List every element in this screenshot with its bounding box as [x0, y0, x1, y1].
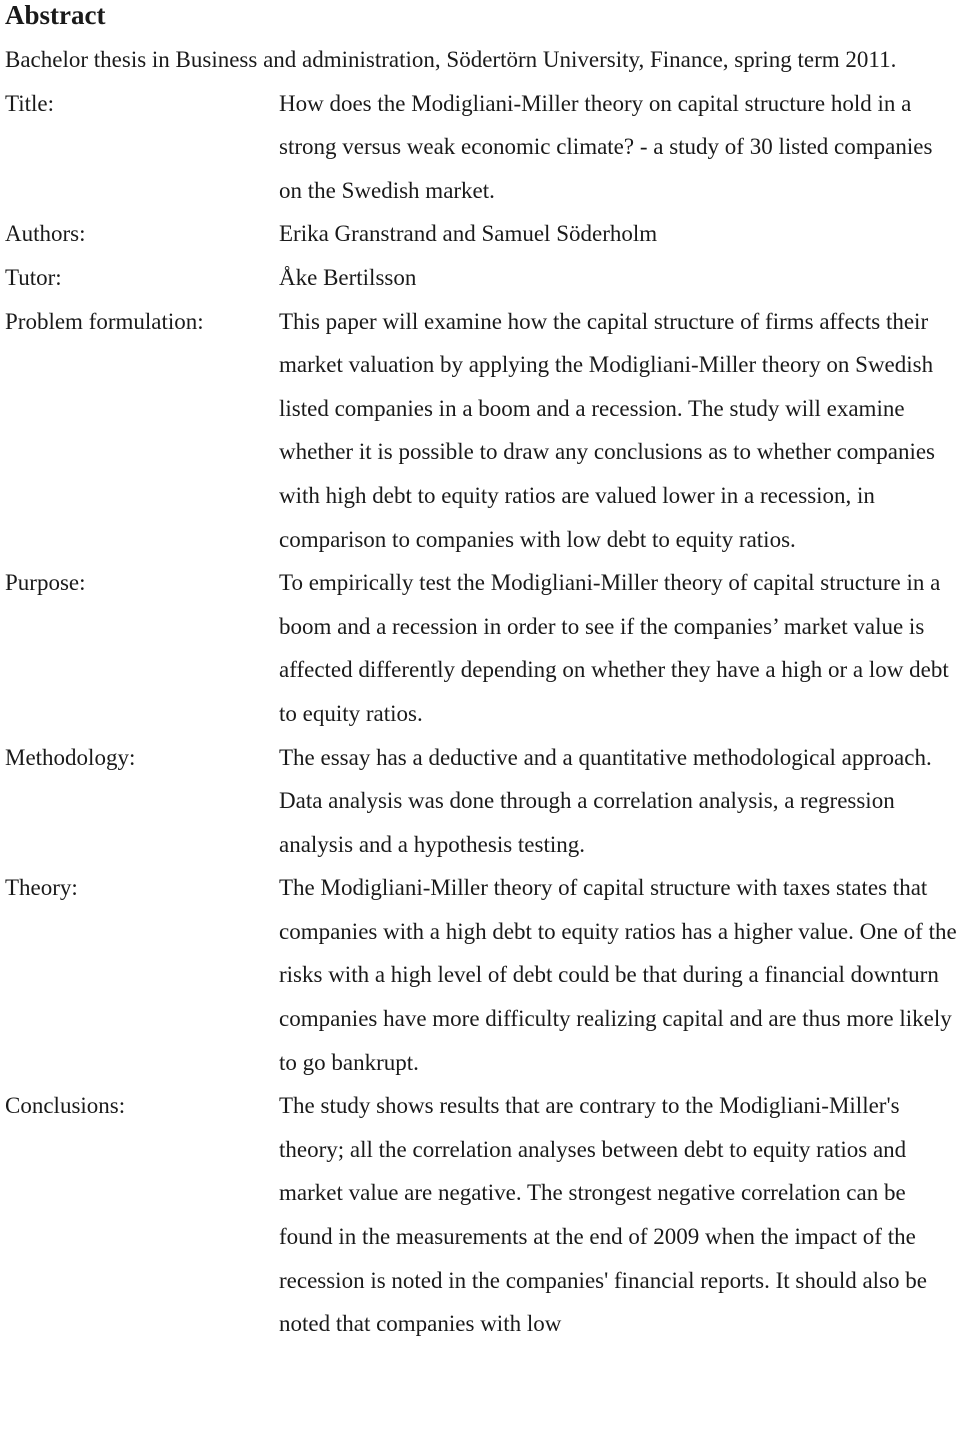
field-problem-formulation: [5, 300, 960, 562]
field-label: Purpose:: [5, 570, 86, 596]
field-label: Problem formulation:: [5, 308, 204, 334]
field-label: Theory:: [5, 875, 78, 901]
field-value: The Modigliani-Miller theory of capital structure with taxes states that companies with a high debt to equity ratios has a higher value. One of the risks with a high level of debt could be that during a financial downturn companies have more difficulty realizing capital and are thus more likely to go bankrupt.: [279, 875, 957, 1075]
field-tutor: [5, 256, 960, 300]
field-title: [5, 82, 960, 213]
field-authors: [5, 212, 960, 256]
page-title: Abstract: [5, 0, 106, 30]
field-value: Åke Bertilsson: [279, 264, 417, 290]
field-value: The essay has a deductive and a quantitative methodological approach. Data analysis was done through a correlation analysis, a regression analysis and a hypothesis testing.: [279, 744, 932, 857]
field-label: Methodology:: [5, 744, 136, 770]
field-purpose: [5, 561, 960, 735]
field-value: This paper will examine how the capital structure of firms affects their market valuation by applying the Modigliani-Miller theory on Swedish listed companies in a boom and a recession. The study will examine whether it is possible to draw any conclusions as to whether companies with high debt to equity ratios are valued lower in a recession, in comparison to companies with low debt to equity ratios.: [279, 308, 935, 552]
document-page: [5, 0, 960, 1346]
field-theory: [5, 866, 960, 1084]
field-label: Authors:: [5, 221, 86, 247]
field-value: Erika Granstrand and Samuel Söderholm: [279, 221, 658, 247]
field-label: Tutor:: [5, 264, 62, 290]
field-conclusions: [5, 1084, 960, 1346]
field-methodology: [5, 736, 960, 867]
field-label: Title:: [5, 90, 55, 116]
field-label: Conclusions:: [5, 1093, 126, 1119]
field-value: To empirically test the Modigliani-Miller theory of capital structure in a boom and a recession in order to see if the companies’ market value is affected differently depending on whether they have a high or a low debt to equity ratios.: [279, 570, 949, 726]
field-value: The study shows results that are contrary to the Modigliani-Miller's theory; all the correlation analyses between debt to equity ratios and market value are negative. The strongest negative correlation can be found in the measurements at the end of 2009 when the impact of the recession is noted in the companies' financial reports. It should also be noted that companies with low: [279, 1093, 927, 1337]
thesis-info: Bachelor thesis in Business and administration, Södertörn University, Finance, spring term 2011.: [5, 47, 897, 72]
field-value: How does the Modigliani-Miller theory on capital structure hold in a strong versus weak economic climate? - a study of 30 listed companies on the Swedish market.: [279, 90, 933, 203]
